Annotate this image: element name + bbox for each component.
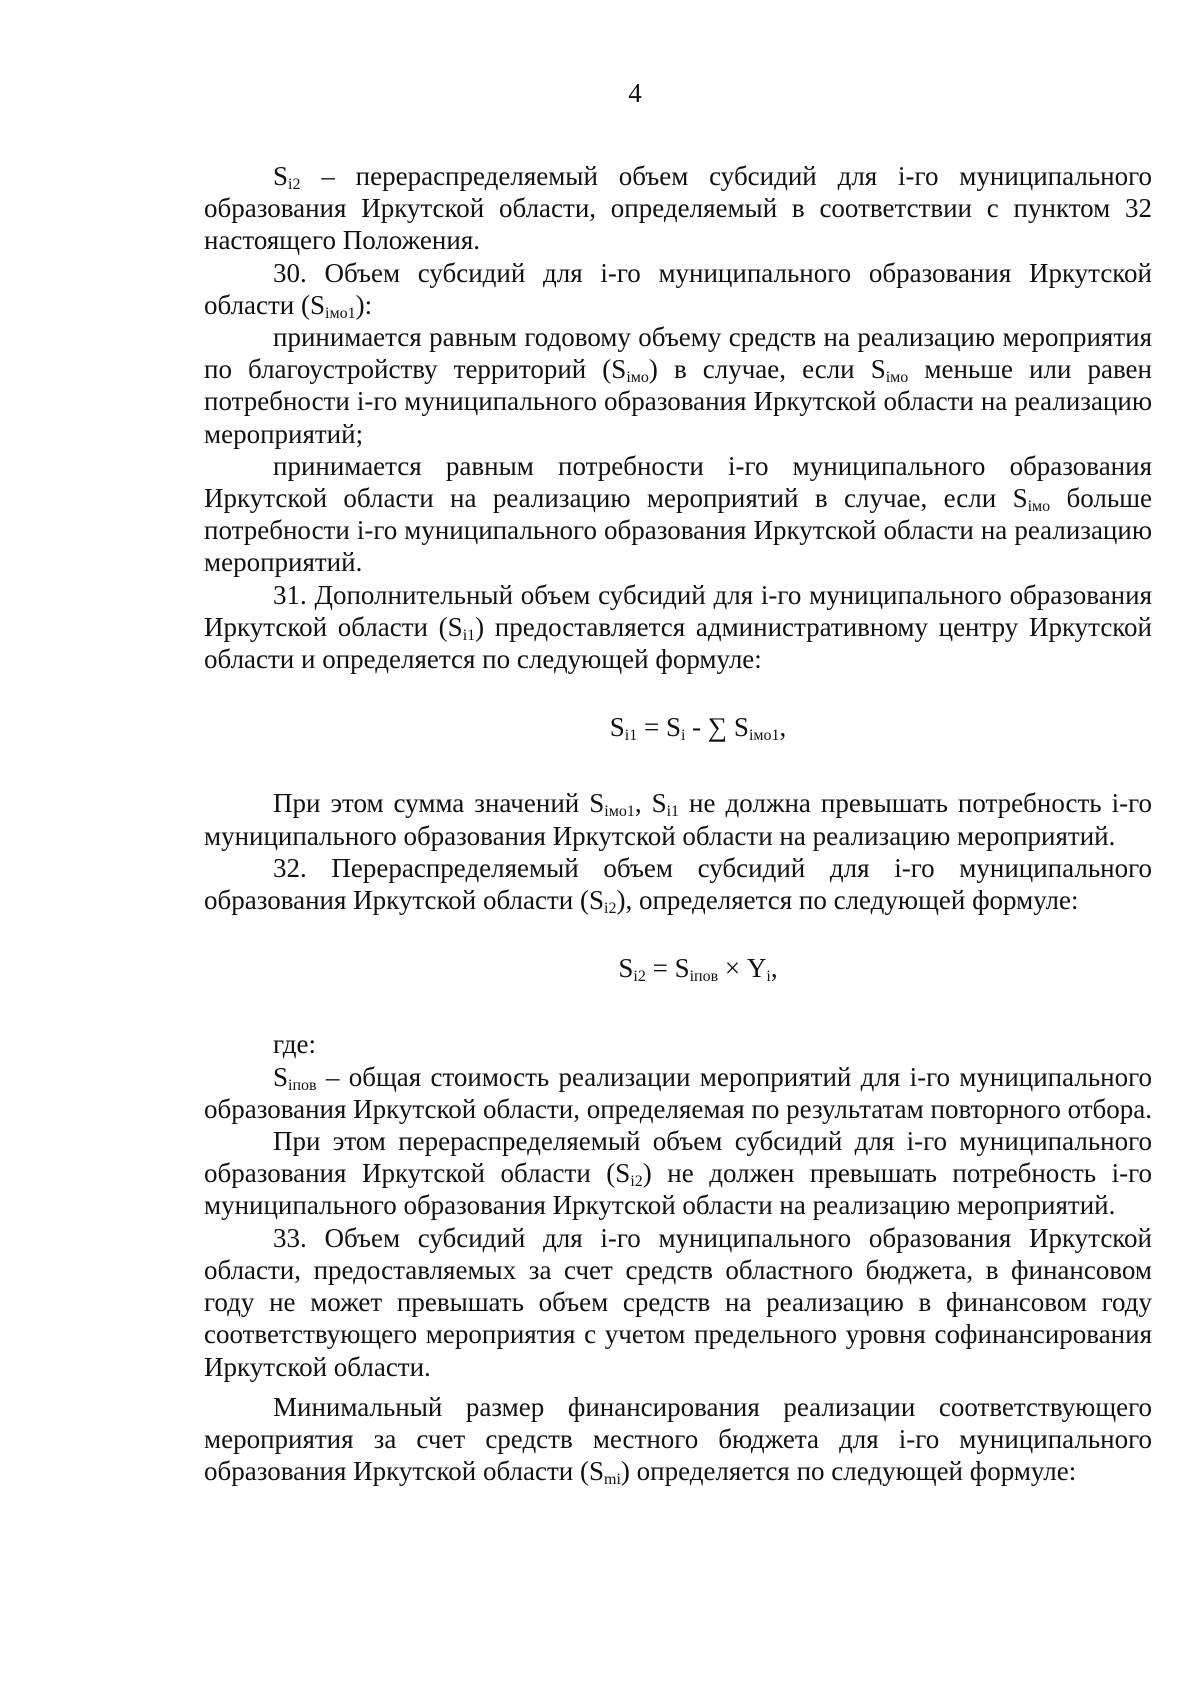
paragraph-33: 33. Объем субсидий для i-го муниципального образования Иркутской области, предоставляемых за счет средств областного бюджета, в финансовом году не может превышать объем средств на реализацию в финансовом году соответствующего мероприятия с учетом предельного уровня софинансирования Иркутской области. (204, 1222, 1152, 1382)
formula-s-i2: $S_{i2} = S_{iпов} \times Y_i$, (618, 953, 778, 986)
paragraph-32: 32. Перераспределяемый объем субсидий для i-го муниципального образования Иркутской области $(S_{i2})$, определяется по следующей формуле: (204, 852, 1152, 918)
paragraph-30-case-1: принимается равным годовому объему средств на реализацию мероприятия по благоустройству территорий $(S_{iмо})$ в случае, если $S_{iмо}$ меньше или равен потребности i-го муниципального образования Иркутской области на реализацию мероприятий; (204, 322, 1152, 449)
paragraph-s-ipov-definition: $S_{iпов}$ – общая стоимость реализации мероприятий для i-го муниципального образования Иркутской области, определяемая по результатам повторного отбора. (204, 1061, 1152, 1124)
paragraph-minimum-financing: Минимальный размер финансирования реализации соответствующего мероприятия за счет средств местного бюджета для i-го муниципального образования Иркутской области $(S_{mi})$ определяется по следующей формуле: (204, 1391, 1152, 1489)
formula-s-i1: $S_{i1} = S_i$ - ∑ $S_{iмо1}$, (609, 712, 787, 745)
paragraph-31-limit: При этом сумма значений $S_{iмо1}$, $S_{i1}$ не должна превышать потребность i-го муниципального образования Иркутской области на реализацию мероприятий. (204, 788, 1152, 851)
paragraph-31: 31. Дополнительный объем субсидий для i-го муниципального образования Иркутской области $(S_{i1})$ предоставляется административному центру Иркутской области и определяется по следующей формуле: (204, 579, 1152, 675)
page-number: 4 (628, 78, 642, 108)
paragraph-where: где: (273, 1029, 316, 1060)
document-body (204, 160, 1152, 1487)
paragraph-32-limit: При этом перераспределяемый объем субсидий для i-го муниципального образования Иркутской области $(S_{i2})$ не должен превышать потребность i-го муниципального образования Иркутской области на реализацию мероприятий. (204, 1126, 1152, 1221)
paragraph-30: 30. Объем субсидий для i-го муниципального образования Иркутской области $(S_{iмо1})$: (204, 257, 1152, 322)
paragraph-30-case-2: принимается равным потребности i-го муниципального образования Иркутской области на реализацию мероприятий в случае, если $S_{iмо}$ больше потребности i-го муниципального образования Иркутской области на реализацию мероприятий. (204, 450, 1152, 578)
paragraph-s-i2-definition: $S_{i2}$ – перераспределяемый объем субсидий для i-го муниципального образования Иркутской области, определяемый в соответствии с пунктом 32 настоящего Положения. (204, 161, 1152, 256)
